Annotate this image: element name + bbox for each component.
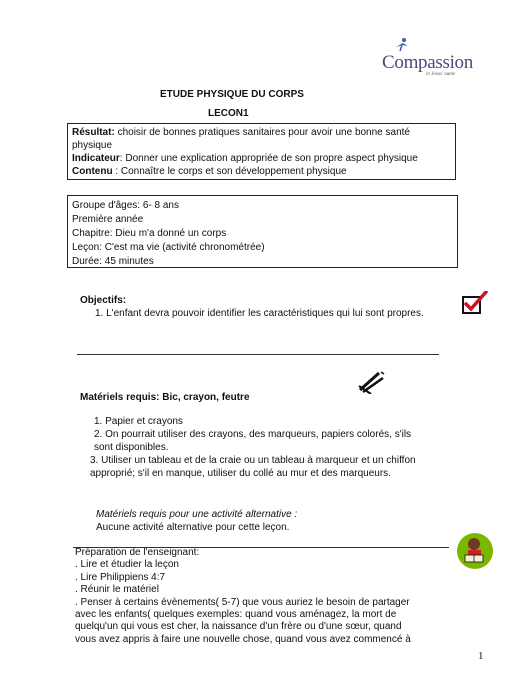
material-item: 3. Utiliser un tableau et de la craie ou un tableau à marqueur et un chiffon	[90, 455, 416, 466]
objectives-heading: Objectifs:	[80, 295, 127, 306]
duration: Durée: 45 minutes	[72, 256, 154, 267]
alternative-text: Aucune activité alternative pour cette leçon.	[96, 522, 290, 533]
resultat-label: Résultat:	[72, 127, 115, 138]
pencil-marker-icon	[357, 370, 387, 394]
resultat-text: choisir de bonnes pratiques sanitaires pour avoir une bonne santé	[114, 127, 410, 138]
indicateur-label: Indicateur	[72, 153, 120, 164]
contenu-label: Contenu	[72, 166, 113, 177]
page-number: 1	[478, 650, 484, 662]
logo-tagline: in Jesus' name	[426, 72, 456, 77]
resultat-continuation: physique	[72, 140, 113, 151]
lesson-name: Leçon: C'est ma vie (activité chronométrée)	[72, 242, 265, 253]
outcome-box	[67, 123, 456, 180]
page-title: ETUDE PHYSIQUE DU CORPS	[160, 89, 304, 100]
preparation-item: avec les enfants( quelques exemples: quand vous aménagez, la mort de	[75, 609, 397, 621]
material-item: approprié; s'il en manque, utiliser du collé au mur et des marqueurs.	[90, 468, 391, 479]
age-group: Groupe d'âges: 6- 8 ans	[72, 200, 179, 211]
lesson-title: LECON1	[208, 108, 249, 119]
material-item: sont disponibles.	[94, 442, 169, 453]
resultat-line	[72, 126, 451, 139]
chapter: Chapitre: Dieu m'a donné un corps	[72, 228, 227, 239]
objective-item: 1. L'enfant devra pouvoir identifier les caractéristiques qui lui sont propres.	[95, 308, 424, 319]
lesson-info-box	[67, 195, 458, 268]
contenu-line	[72, 165, 451, 178]
preparation-heading: Préparation de l'enseignant:	[75, 547, 200, 558]
preparation-item: vous avez appris à faire une nouvelle chose, quand vous avez commencé à	[75, 633, 411, 645]
logo-wordmark: Compassion	[382, 52, 473, 73]
preparation-item: . Réunir le matériel	[75, 584, 159, 596]
alternative-heading: Matériels requis pour une activité alternative :	[96, 509, 298, 520]
compassion-logo	[380, 38, 500, 80]
reading-child-icon	[456, 532, 494, 570]
material-item: 2. On pourrait utiliser des crayons, des marqueurs, papiers colorés, s'ils	[94, 429, 412, 440]
preparation-item: . Penser à certains évènements( 5-7) que vous auriez le besoin de partager	[75, 596, 410, 608]
indicateur-line	[72, 152, 451, 165]
preparation-item: . Lire et étudier la leçon	[75, 559, 179, 571]
year-level: Première année	[72, 214, 144, 225]
indicateur-text: : Donner une explication appropriée de son propre aspect physique	[119, 153, 418, 164]
materials-list	[90, 415, 416, 480]
divider-1	[77, 354, 439, 355]
contenu-text: : Connaître le corps et son développement physique	[112, 166, 347, 177]
compassion-logo-icon	[394, 38, 410, 52]
teacher-preparation	[75, 547, 411, 646]
materials-heading: Matériels requis: Bic, crayon, feutre	[80, 392, 250, 403]
material-item: 1. Papier et crayons	[94, 416, 183, 427]
preparation-item: quelqu'un qui vous est cher, la naissance d'un frère ou d'une sœur, quand	[75, 621, 402, 633]
preparation-item: . Lire Philippiens 4:7	[75, 571, 166, 583]
checkbox-check-icon	[462, 291, 488, 315]
